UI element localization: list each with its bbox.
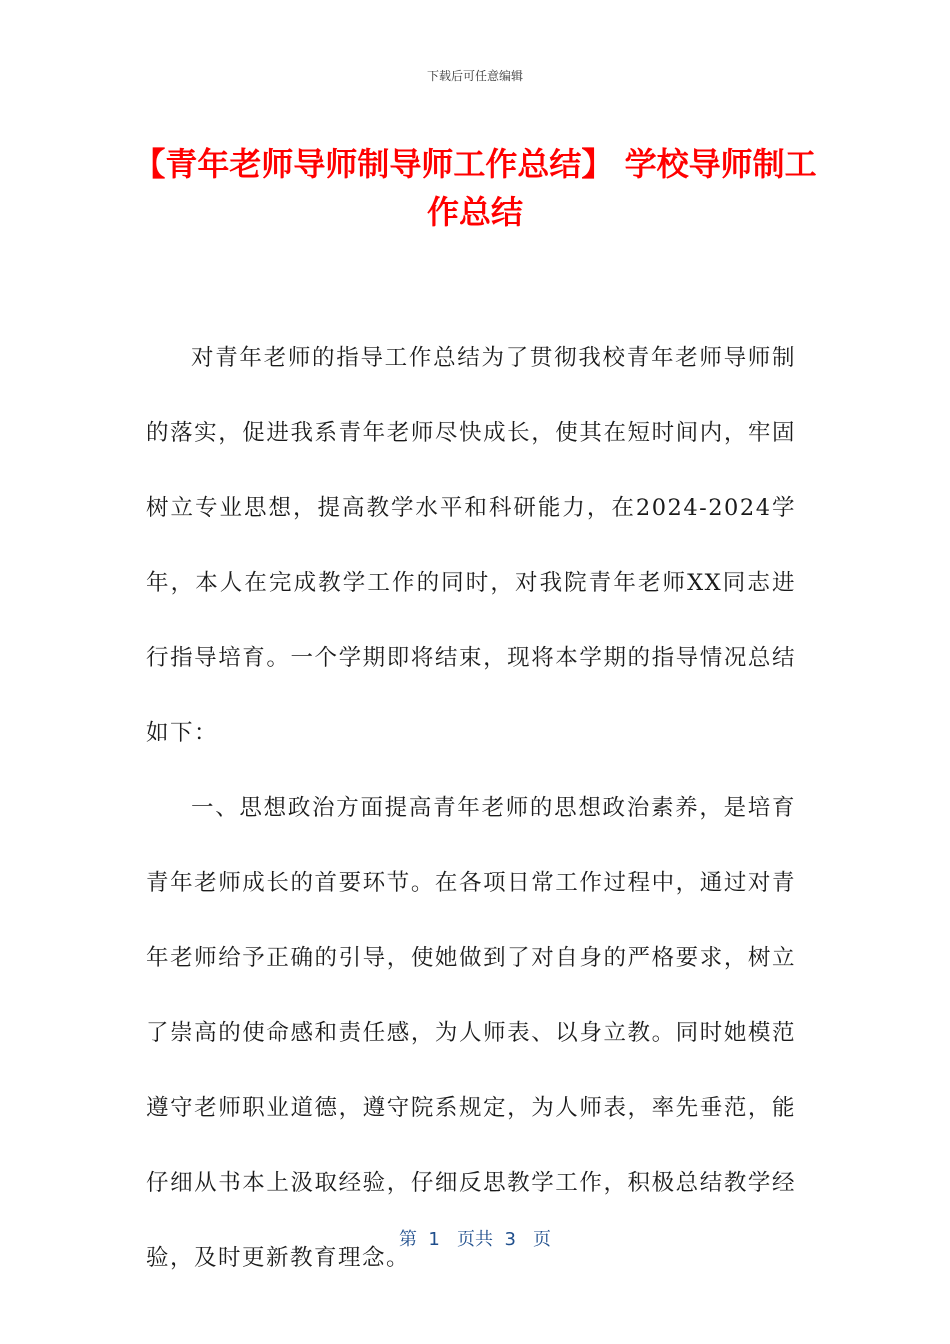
header-note: 下载后可任意编辑: [426, 69, 523, 83]
paragraph-intro: 对青年老师的指导工作总结为了贯彻我校青年老师导师制的落实，促进我系青年老师尽快成长，使其在短时间内，牢固树立专业思想，提高教学水平和科研能力，在2024-2024学年，本人在完成教学工作的同时，对我院青年老师XX同志进行指导培育。一个学期即将结束，现将本学期的指导情况总结如下：: [146, 345, 796, 746]
document-body: [146, 321, 796, 1296]
paragraph-political: 一、思想政治方面提高青年老师的思想政治素养，是培育青年老师成长的首要环节。在各项日常工作过程中，通过对青年老师给予正确的引导，使她做到了对自身的严格要求，树立了崇高的使命感和责任感，为人师表、以身立教。同时她模范遵守老师职业道德，遵守院系规定，为人师表，率先垂范，能仔细从书本上汲取经验，仔细反思教学工作，积极总结教学经验，及时更新教育理念。: [146, 795, 796, 1271]
page-number-footer: 第 1 页共 3 页: [398, 1229, 552, 1250]
document-title: 【青年老师导师制导师工作总结】 学校导师制工作总结: [133, 145, 817, 231]
